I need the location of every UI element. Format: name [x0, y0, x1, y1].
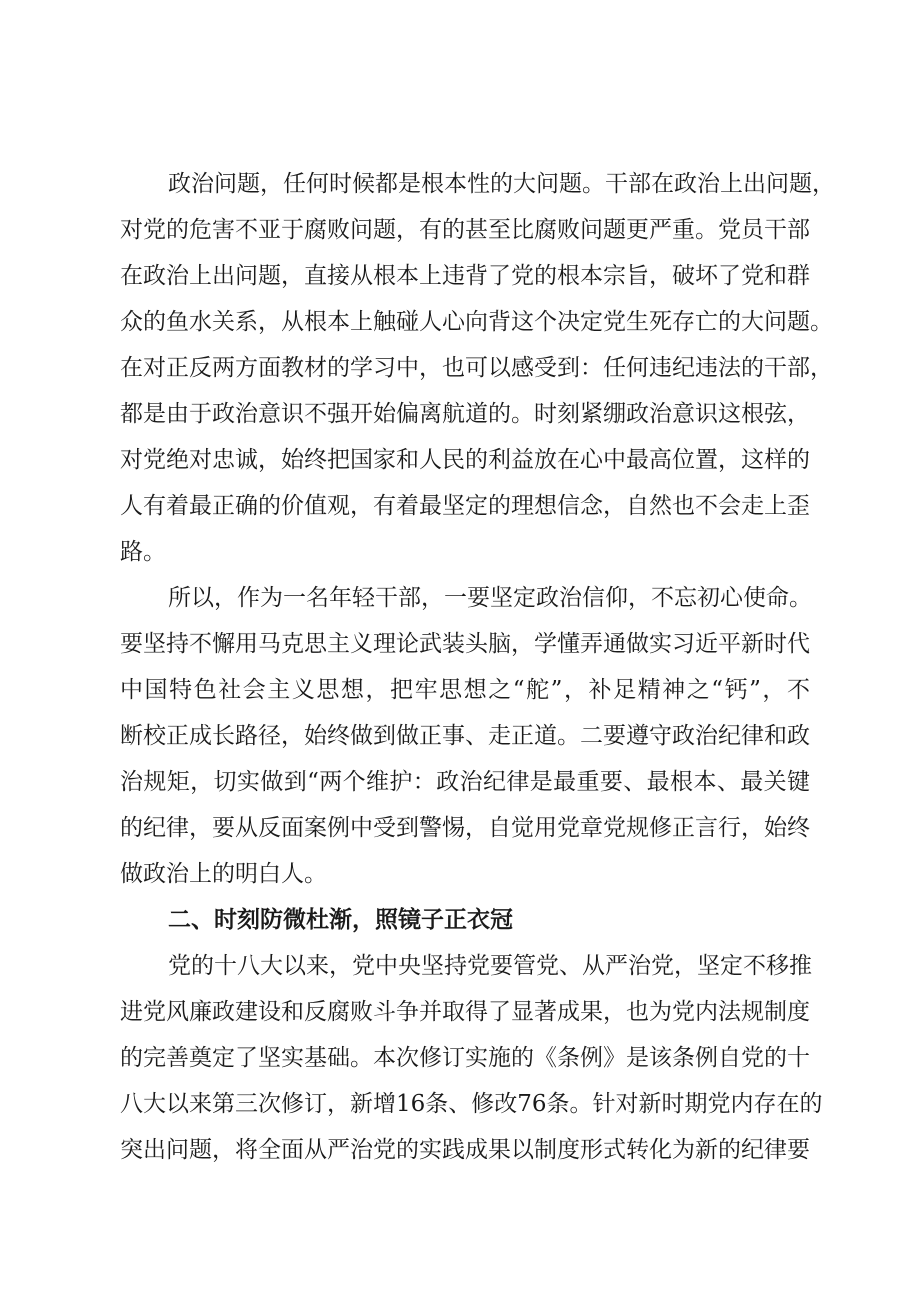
- text-line: 做政治上的明白人。: [120, 861, 327, 887]
- text-line: 所以，作为一名年轻干部，一要坚定政治信仰，不忘初心使命。: [168, 585, 812, 611]
- text-line: 在政治上出问题，直接从根本上违背了党的根本宗旨，破坏了党和群: [120, 263, 810, 289]
- text-line: 的纪律，要从反面案例中受到警惕，自觉用党章党规修正言行，始终: [120, 815, 810, 841]
- text-line: 都是由于政治意识不强开始偏离航道的。时刻紧绷政治意识这根弦，: [120, 401, 810, 427]
- text-line: 中国特色社会主义思想，把牢思想之“舵”，补足精神之“钙”，不: [120, 677, 810, 703]
- text-line: 八大以来第三次修订，新增16条、修改76条。针对新时期党内存在的: [120, 1091, 823, 1117]
- text-line: 突出问题，将全面从严治党的实践成果以制度形式转化为新的纪律要: [120, 1137, 810, 1163]
- text-line: 人有着最正确的价值观，有着最坚定的理想信念，自然也不会走上歪: [120, 493, 810, 519]
- text-line: 对党的危害不亚于腐败问题，有的甚至比腐败问题更严重。党员干部: [120, 217, 810, 243]
- text-line: 断校正成长路径，始终做到做正事、走正道。二要遵守政治纪律和政: [120, 723, 810, 749]
- text-line: 在对正反两方面教材的学习中，也可以感受到：任何违纪违法的干部，: [120, 355, 833, 381]
- text-line: 的完善奠定了坚实基础。本次修订实施的《条例》是该条例自党的十: [120, 1045, 810, 1071]
- text-line: 政治问题，任何时候都是根本性的大问题。干部在政治上出问题，: [168, 171, 835, 197]
- text-line: 众的鱼水关系，从根本上触碰人心向背这个决定党生死存亡的大问题。: [120, 309, 833, 335]
- text-line: 路。: [120, 539, 166, 565]
- section-heading: 二、时刻防微杜渐，照镜子正衣冠: [168, 907, 513, 933]
- text-line: 党的十八大以来，党中央坚持党要管党、从严治党，坚定不移推: [168, 953, 812, 979]
- text-line: 要坚持不懈用马克思主义理论武装头脑，学懂弄通做实习近平新时代: [120, 631, 810, 657]
- text-line: 对党绝对忠诚，始终把国家和人民的利益放在心中最高位置，这样的: [120, 447, 810, 473]
- text-line: 治规矩，切实做到“两个维护：政治纪律是最重要、最根本、最关键: [120, 769, 810, 795]
- text-line: 进党风廉政建设和反腐败斗争并取得了显著成果，也为党内法规制度: [120, 999, 810, 1025]
